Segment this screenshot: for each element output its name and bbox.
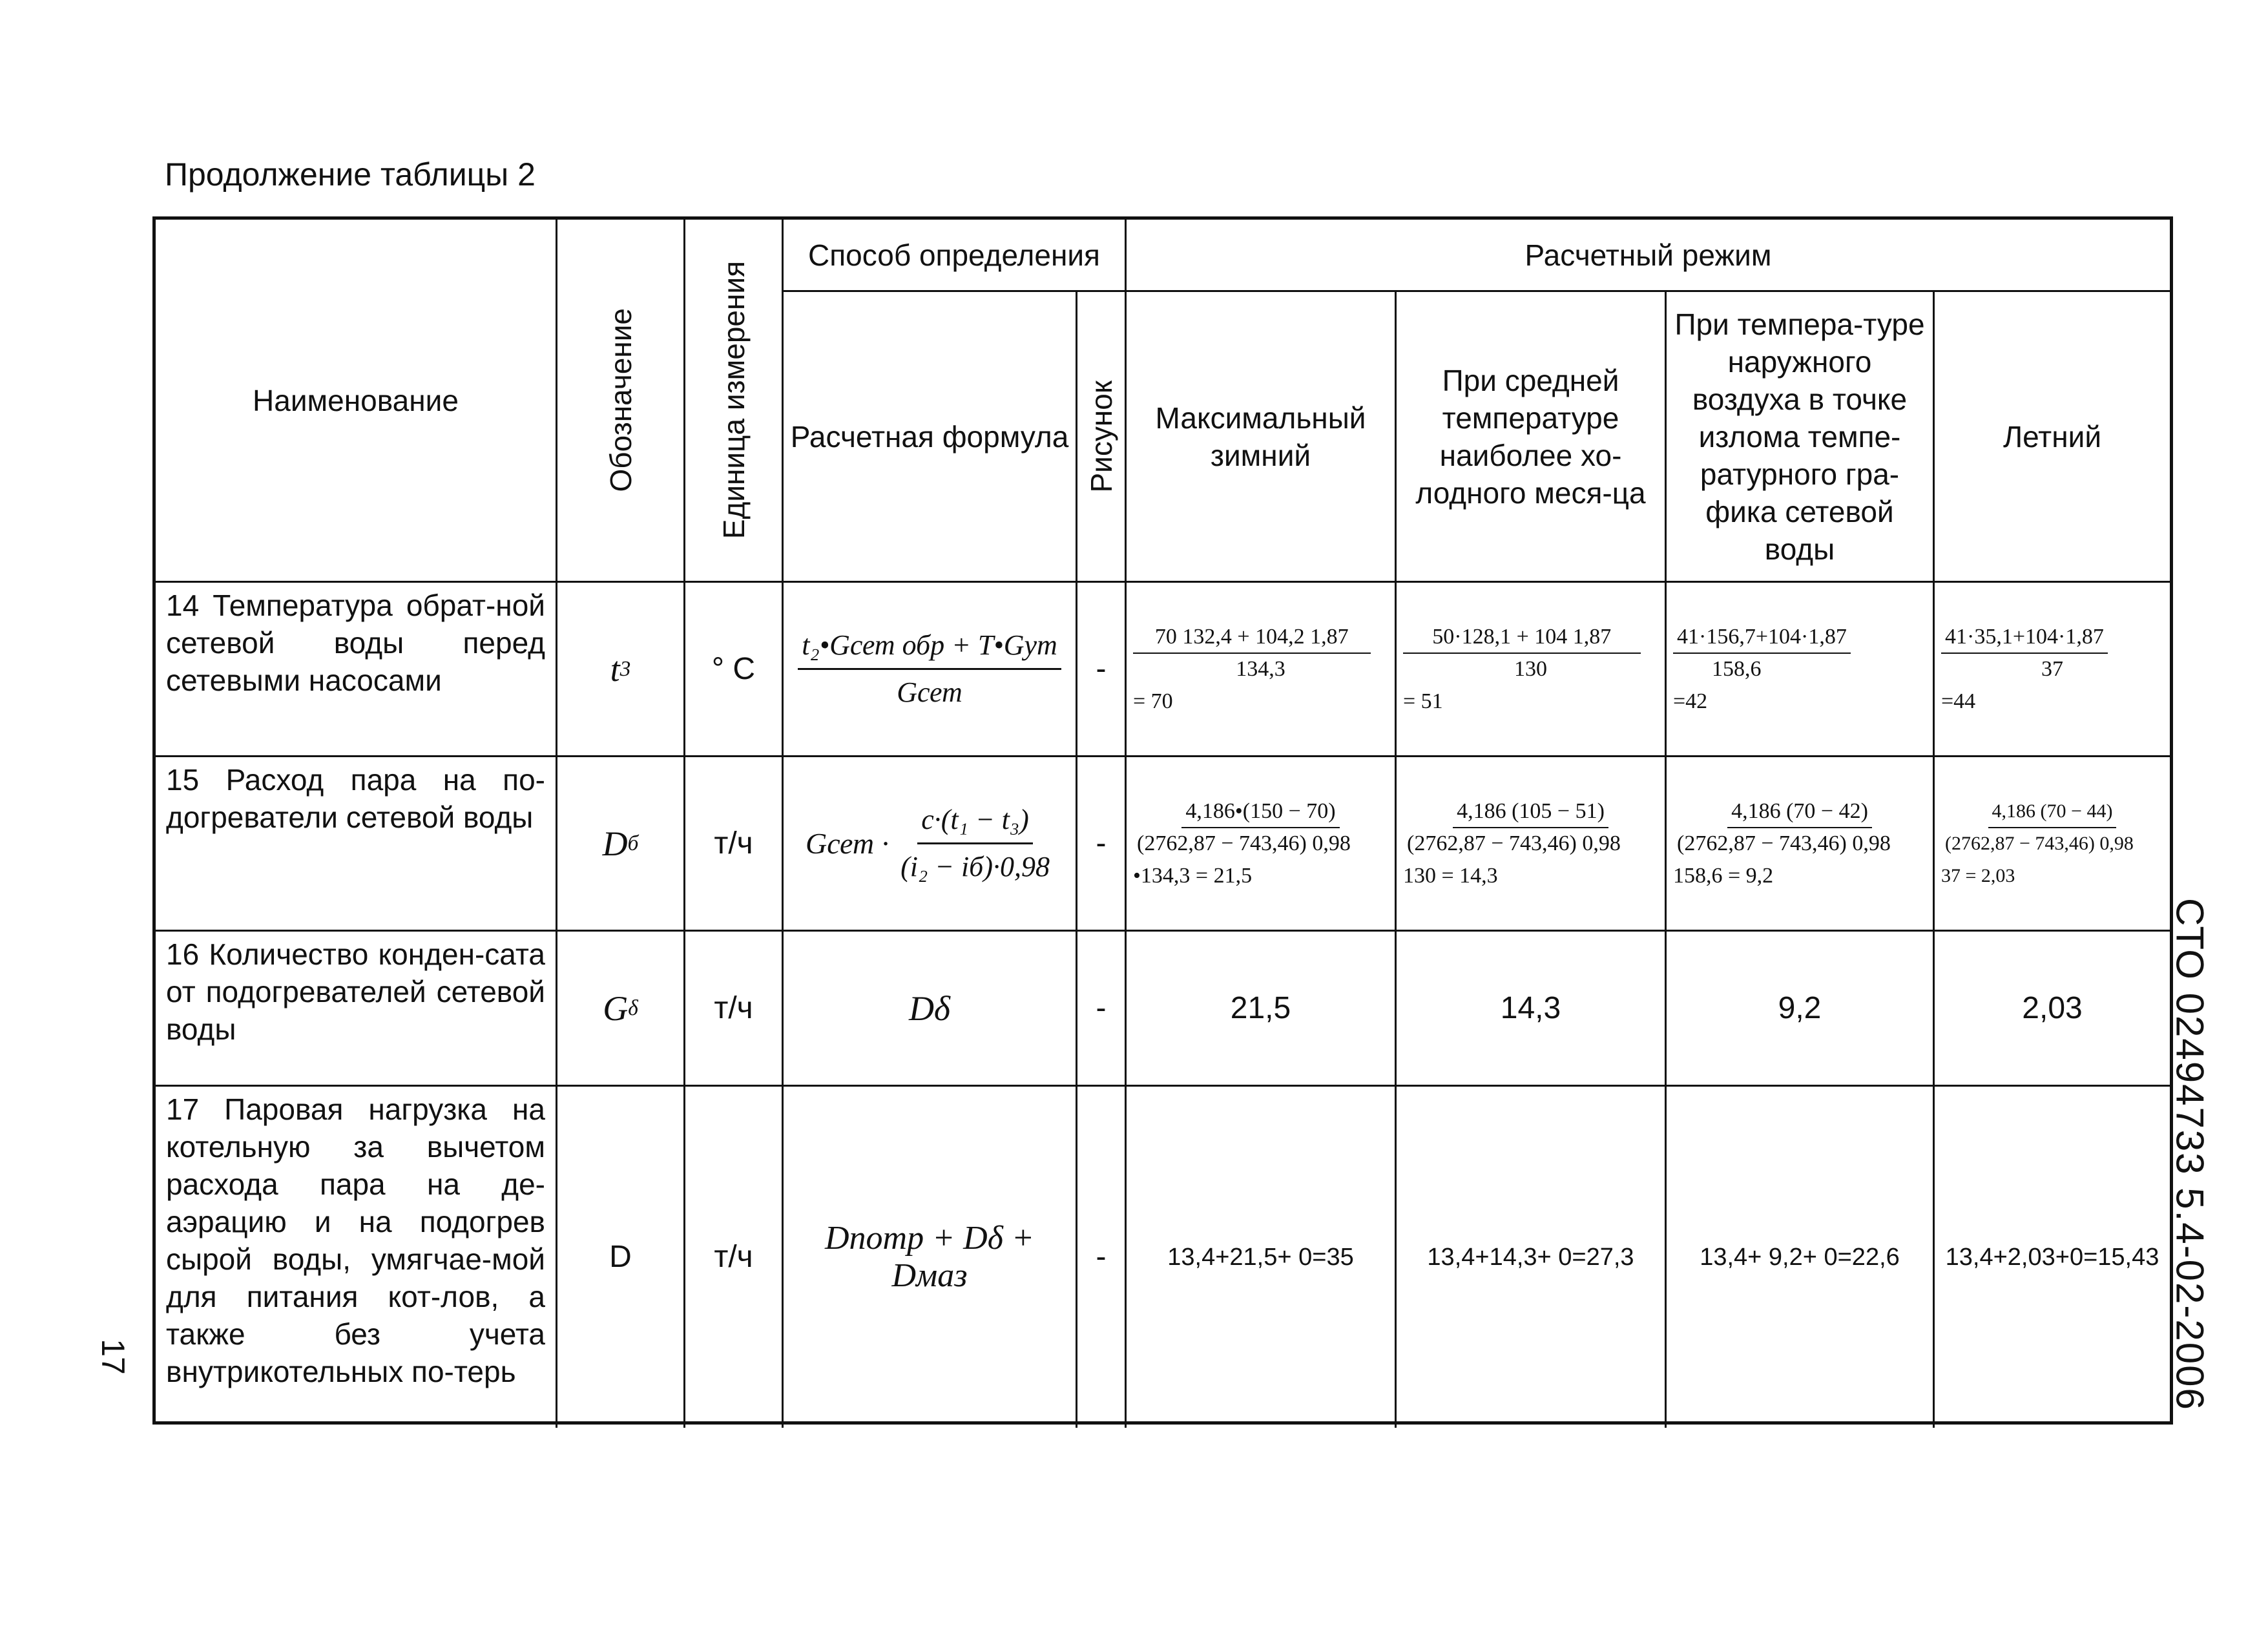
row-16-figure: - (1077, 932, 1127, 1087)
row-16-value-break-point: 9,2 (1667, 932, 1935, 1087)
row-14-formula: $\frac{\text{t₂•Gсет обр + T•Gут}}{\text{Gсет}}$ (784, 583, 1077, 757)
header-designation: Обозначение (557, 220, 685, 583)
row-14-figure: - (1077, 583, 1127, 757)
header-name: Наименование (156, 220, 557, 583)
header-unit: Единица измерения (685, 220, 784, 583)
header-formula: Расчетная формула (784, 292, 1077, 583)
row-17-value-avg-cold: 13,4+14,3+ 0=27,3 (1397, 1087, 1667, 1428)
row-15-formula: Gсет · $\frac{\text{c·(t₁ − t₃)}}{\text{(i₂ − iб)·0,98}}$ (784, 757, 1077, 932)
row-16-value-max-winter: 21,5 (1127, 932, 1397, 1087)
row-15-calc-summer: 4,186 (70 − 44) (2762,87 − 743,46) 0,98 37 = 2,03 (1935, 757, 2170, 932)
row-14-symbol: t 3 (557, 583, 685, 757)
page-number: 17 (95, 1339, 131, 1375)
row-14-unit: ° С (685, 583, 784, 757)
row-16-symbol: G δ (557, 932, 685, 1087)
row-17-symbol: D (557, 1087, 685, 1428)
row-17-figure: - (1077, 1087, 1127, 1428)
header-mode: Расчетный режим (1127, 220, 2170, 292)
header-summer: Летний (1935, 292, 2170, 583)
row-17-value-break-point: 13,4+ 9,2+ 0=22,6 (1667, 1087, 1935, 1428)
row-15-calc-break-point: 4,186 (70 − 42) (2762,87 − 743,46) 0,98 158,6 = 9,2 (1667, 757, 1935, 932)
row-17-value-summer: 13,4+2,03+0=15,43 (1945, 1244, 2159, 1271)
row-15-unit: т/ч (685, 757, 784, 932)
header-figure: Рисунок (1077, 292, 1127, 583)
row-16-value-summer: 2,03 (1935, 932, 2170, 1087)
row-15-calc-avg-cold: 4,186 (105 − 51) (2762,87 − 743,46) 0,98 130 = 14,3 (1397, 757, 1667, 932)
row-14-calc-avg-cold: 50·128,1 + 104 1,87 130 = 51 (1397, 583, 1667, 757)
document-code: СТО 02494733 5.4-02-2006 (2168, 898, 2212, 1411)
row-15-calc-max-winter: 4,186•(150 − 70) (2762,87 − 743,46) 0,98 •134,3 = 21,5 (1127, 757, 1397, 932)
row-14-calc-summer: 41·35,1+104·1,87 37 =44 (1935, 583, 2170, 757)
row-14-calc-break-point: 41·156,7+104·1,87 158,6 =42 (1667, 583, 1935, 757)
row-17-unit: т/ч (685, 1087, 784, 1428)
header-avg-cold: При средней температуре наиболее хо-лодного меся-ца (1397, 292, 1667, 583)
row-15-symbol: D б (557, 757, 685, 932)
row-16-name: 16 Количество конден-сата от подогревателей сетевой воды (156, 932, 557, 1087)
table-caption: Продолжение таблицы 2 (165, 156, 536, 193)
row-17-value-max-winter: 13,4+21,5+ 0=35 (1127, 1087, 1397, 1428)
row-14-name: 14 Температура обрат-ной сетевой воды перед сетевыми насосами (156, 583, 557, 757)
row-15-figure: - (1077, 757, 1127, 932)
row-16-formula: Dδ (784, 932, 1077, 1087)
row-17-formula: Dпотр + Dδ + Dмаз (784, 1087, 1077, 1428)
header-method: Способ определения (784, 220, 1127, 292)
header-break-point: При темпера-туре наружного воздуха в точке излома темпе-ратурного гра-фика сетевой воды (1667, 292, 1935, 583)
row-14-calc-max-winter: 70 132,4 + 104,2 1,87 134,3 = 70 (1127, 583, 1397, 757)
row-16-value-avg-cold: 14,3 (1397, 932, 1667, 1087)
data-table (152, 216, 2173, 1425)
row-16-unit: т/ч (685, 932, 784, 1087)
row-15-name: 15 Расход пара на по-догреватели сетевой воды (156, 757, 557, 932)
row-17-name: 17 Паровая нагрузка на котельную за вычетом расхода пара на де-аэрацию и на подогрев сырой воды, умягчае-мой для питания кот-лов, а также без учета внутрикотельных по-терь (156, 1087, 557, 1428)
header-max-winter: Максимальный зимний (1127, 292, 1397, 583)
